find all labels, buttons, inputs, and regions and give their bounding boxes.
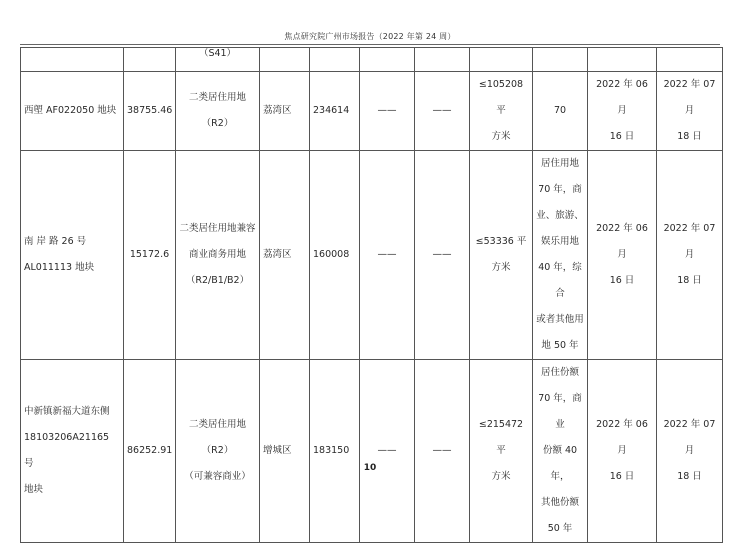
district-cell: 荔湾区	[260, 72, 310, 151]
parcel-name-cell-line: 西塱 AF022050 地块	[24, 105, 117, 116]
land-use-cell-line: （可兼容商业）	[184, 471, 251, 482]
term-cell-line: 70 年，商	[538, 184, 582, 195]
land-use-cell-line: 二类居住用地兼容	[179, 223, 256, 234]
dash-cell: ——	[360, 72, 415, 151]
land-use-cell	[176, 72, 260, 151]
listing-start-date-cell-line: 2022 年 06 月	[596, 79, 648, 116]
continuation-cell	[588, 48, 657, 72]
continuation-cell	[415, 48, 470, 72]
area-cell: 15172.6	[124, 151, 176, 360]
listing-end-date-cell	[657, 360, 723, 543]
parcel-name-cell-line: 地块	[24, 484, 44, 495]
continuation-cell	[260, 48, 310, 72]
listing-end-date-cell-line: 18 日	[677, 471, 702, 482]
gfa-cell-line: ≤215472 平	[478, 419, 524, 456]
listing-start-date-cell-line: 16 日	[609, 275, 635, 286]
continuation-cell	[21, 48, 124, 72]
listing-start-date-cell-line: 2022 年 06 月	[596, 223, 648, 260]
gfa-cell-line: 方米	[491, 131, 511, 142]
continuation-cell	[310, 48, 360, 72]
table-row	[21, 360, 723, 543]
district-cell: 增城区	[260, 360, 310, 543]
term-cell-line: 或者其他用	[536, 314, 584, 325]
continuation-cell	[470, 48, 533, 72]
header-rule	[20, 44, 720, 45]
price-cell: 160008	[310, 151, 360, 360]
land-use-cell-line: 二类居住用地（R2）	[188, 92, 246, 129]
continuation-cell	[533, 48, 588, 72]
listing-start-date-cell-line: 16 日	[609, 131, 635, 142]
gfa-cell-line: ≤53336 平	[475, 236, 527, 247]
dash-cell: ——	[415, 72, 470, 151]
term-cell	[533, 360, 588, 543]
parcel-name-cell-line: 中新镇新福大道东侧	[24, 406, 110, 417]
area-cell: 86252.91	[124, 360, 176, 543]
listing-start-date-cell	[588, 72, 657, 151]
gfa-cell	[470, 151, 533, 360]
listing-end-date-cell	[657, 72, 723, 151]
listing-end-date-cell-line: 18 日	[677, 275, 702, 286]
term-cell-line: 70	[553, 105, 567, 116]
term-cell-line: 50 年	[547, 523, 573, 534]
table-row	[21, 72, 723, 151]
continuation-cell	[124, 48, 176, 72]
listing-start-date-cell-line: 2022 年 06 月	[596, 419, 648, 456]
land-use-cell-line: 商业商务用地	[188, 249, 246, 260]
parcel-name-cell-line: AL011113 地块	[24, 262, 95, 273]
continuation-cell	[657, 48, 723, 72]
term-cell-line: 40 年，综合	[538, 262, 582, 299]
term-cell-line: 娱乐用地	[540, 236, 579, 247]
continuation-cell	[360, 48, 415, 72]
term-cell-line: 地 50 年	[541, 340, 579, 351]
land-use-cell	[176, 360, 260, 543]
listing-end-date-cell-line: 18 日	[677, 131, 702, 142]
dash-cell: ——	[415, 360, 470, 543]
listing-end-date-cell-line: 2022 年 07 月	[663, 419, 716, 456]
listing-start-date-cell	[588, 360, 657, 543]
district-cell: 荔湾区	[260, 151, 310, 360]
listing-end-date-cell-line: 2022 年 07 月	[663, 79, 716, 116]
gfa-cell-line: 方米	[491, 262, 511, 273]
land-use-cell	[176, 151, 260, 360]
listing-end-date-cell	[657, 151, 723, 360]
gfa-cell	[470, 360, 533, 543]
parcel-name-cell	[21, 151, 124, 360]
term-cell-line: 居住用地	[540, 158, 579, 169]
term-cell-line: 份额 40 年，	[542, 445, 578, 482]
table-row-continuation	[21, 48, 723, 72]
page-number: 10	[363, 463, 377, 473]
table-row	[21, 151, 723, 360]
parcel-name-cell-line: 18103206A21165 号	[24, 432, 110, 469]
land-use-cell-line: 二类居住用地（R2）	[188, 419, 246, 456]
parcel-name-cell	[21, 72, 124, 151]
term-cell-line: 70 年，商业	[538, 393, 582, 430]
term-cell	[533, 72, 588, 151]
land-use-cell-line: （R2/B1/B2）	[185, 275, 250, 286]
parcel-name-cell	[21, 360, 124, 543]
term-cell-line: 居住份额	[540, 367, 579, 378]
listing-start-date-cell-line: 16 日	[609, 471, 635, 482]
listing-end-date-cell-line: 2022 年 07 月	[663, 223, 716, 260]
gfa-cell	[470, 72, 533, 151]
gfa-cell-line: ≤105208 平	[478, 79, 524, 116]
page-header: 焦点研究院广州市场报告（2022 年第 24 周）	[284, 32, 456, 41]
term-cell-line: 其他份额	[540, 497, 579, 508]
listing-start-date-cell	[588, 151, 657, 360]
dash-cell: ——	[360, 360, 415, 543]
term-cell-line: 业、旅游、	[536, 210, 584, 221]
dash-cell: ——	[415, 151, 470, 360]
gfa-cell-line: 方米	[491, 471, 511, 482]
continuation-cell: （S41）	[176, 48, 260, 72]
dash-cell: ——	[360, 151, 415, 360]
parcel-name-cell-line: 南 岸 路 26 号	[24, 236, 87, 247]
price-cell: 183150	[310, 360, 360, 543]
price-cell: 234614	[310, 72, 360, 151]
area-cell: 38755.46	[124, 72, 176, 151]
term-cell	[533, 151, 588, 360]
